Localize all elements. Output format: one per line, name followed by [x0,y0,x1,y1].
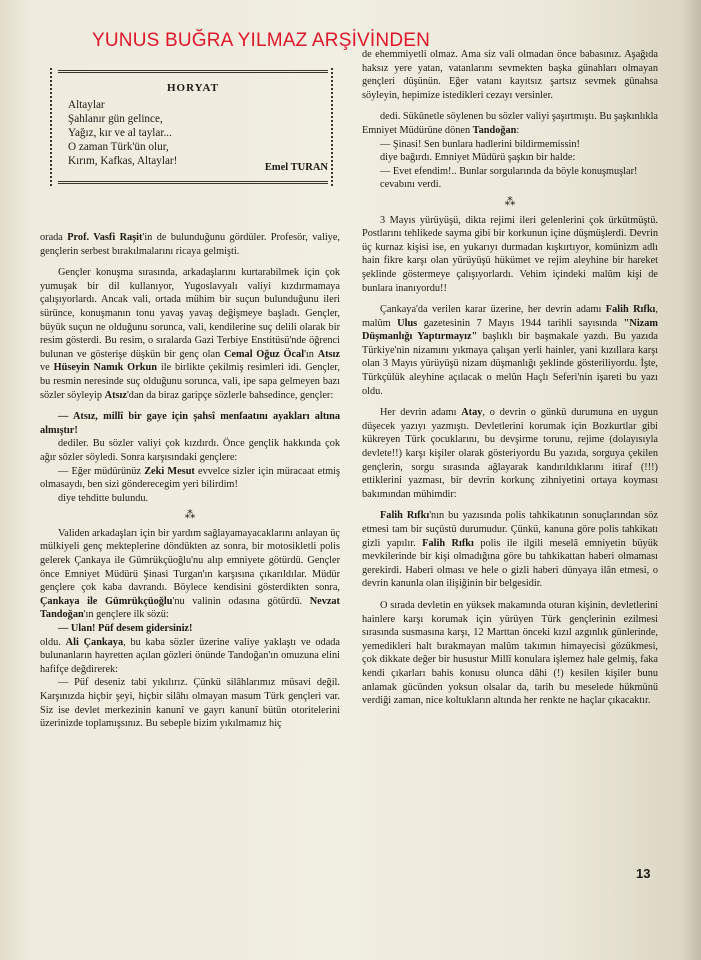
quote: — Evet efendim!.. Bunlar sorgularında da böyle konuşmuşlar! [380,165,638,177]
quote: — Ulan! Püf desem gidersiniz! [58,623,193,635]
paragraph: Her devrin adamı Atay, o devrin o günkü durumuna en uygun düşecek yazıyı yazmıştı. Devletlerini korumak için Bozkurtlar gibi kükreyen Türk çocuklarını, bu devşirme torunu, rejime (dolayısıyla devlete!!) karşı kişiler olarak gösteriyordu Bu yazıda, sorguya çekilen gençlerin, sorgu sırasında ağlayarak kandırıldıklarını itiraf (!!!) ettiklerini yazması, bir devrin korkunç zihniyetini ortaya koyması bakımından mühimdir: [362,407,659,500]
person-name: Atay [461,407,483,419]
quote: — Atsız, millî bir gaye için şahsî menfaatını ayakları altına almıştır! [40,411,340,436]
paragraph: Falih Rıfkı'nın bu yazısında polis tahkikatının sonuçlarından söz etmesi tam bir suçüstü durumudur. Çünkü, kanuna göre polis tahkikatı gizli yapılır. Falih Rıfkı polis ile ilgili meselâ emniyetin büyük mevkilerinde bir kişi olmadığına göre bu tahkikattan haberi olmaması gerekirdi. Haberi olması ve hele o gizli haberi dünyaya ilân etmesi, o devrin kanunla olan ilişiğinin bir belgesidir. [362,510,658,590]
paragraph: diye tehditte bulundu. [58,492,149,504]
person-name: Cemal Oğuz Öcal [223,348,305,360]
paragraph: de ehemmiyetli olmaz. Ama siz vali olmadan önce babasınız. Aşağıda haksız yere yatan, vatanlarını sevmekten başka günahları olmayan gençleri düşünün. Eğer vatanı kayıtsız şartsız sevmek günahsa söyleyin, hepimize istedikleri cezayı versinler. [362,49,658,101]
person-name: Nevzat Tandoğan [40,595,340,621]
poem-title: HORYAT [166,82,220,94]
paragraph: cevabını verdi. [380,179,442,191]
person-name: Falih Rıfkı [605,304,656,316]
person-name: Zeki Mesut [144,465,195,477]
paragraph: Çankaya'da verilen karar üzerine, her devrin adamı Falih Rıfkı, malûm Ulus gazetesinin 7 Mayıs 1944 tarihli sayısında "Nizam Düşmanlığı Yaptırmayız" başlıklı bir başmakale yazdı. Bu yazıda Türkiye'nin nizamını yıkmaya çalışan yerli hainler, yani kızıllara karşı olan 3 Mayıs yürüyüşü nizam düşmanlığı şeklinde gösteriliyordu. İşte, Türkçülük aleyhine açılacak o melûn Haçlı Seferi'nin işareti bu yazı oldu. [362,304,658,397]
person-name: Hüseyin Namık Orkun [53,362,157,374]
paragraph: Validen arkadaşları için bir yardım sağlayamayacaklarını anlayan üç mülkiyeli genç mekteplerine döndükten az sonra, bir motosikletli polis gelerek Çankaya ile Gümrükçüoğlu'nu alıp emniyete götürdü. Gençler önce Emniyet Müdürü Şinasi Turgan'ın karşısına çıkarıldılar. Müdür gençlere çok kaba davrandı. Böylece kendisini gösterdikten sonra, Çankaya ile Gümrükçüoğlu'nu valinin odasına götürdü. Nevzat Tandoğan'ın gençlere ilk sözü: [40,527,340,621]
right-column [362,48,658,708]
section-ornament: ⁂ [504,195,516,208]
poem-line: O zaman Türk'ün olur, [68,141,169,153]
person-name: Falih Rıfkı [422,537,474,549]
person-name: Atsız [104,389,127,401]
paragraph: 3 Mayıs yürüyüşü, dikta rejimi ileri gelenlerini çok ürkütmüştü. Postlarını tehlikede sayma gibi bir korkunun içine düşmüşlerdi. Devrin üç kurnaz kişisi ise, en yukarıyı durmadan kışkırtıyor, komünizm adlı hain fikre karşı olan yürüyüşü hükümet ve rejim aleyhine bir hareket şeklinde göstermeye çalışıyorlardı. Vehim içindeki malûm kişi de bunlara inanıyordu!! [362,214,658,294]
poem-line: Şahlanır gün gelince, [68,113,163,125]
paragraph: diye bağırdı. Emniyet Müdürü şaşkın bir halde: [380,152,576,164]
paragraph: — Eğer müdürünüz Zeki Mesut evvelce sizler için müracaat etmiş olmasaydı, ben sizi gönderecegim yeri bilirdim! [40,465,340,491]
left-column [40,231,340,731]
person-name: Ali Çankaya [65,636,124,648]
poem-author: Emel TURAN [264,162,328,173]
paragraph: dedi. Sükûnetle söylenen bu sözler valiyi şaşırtmıştı. Bu şaşkınlıkla Emniyet Müdürüne dönen Tandoğan: [362,111,658,136]
paragraph: dediler. Bu sözler valiyi çok kızdırdı. Önce gençlik hakkında çok ağır sözler söyledi. Sonra karşısındaki gençlere: [40,438,340,463]
paragraph: Gençler konuşma sırasında, arkadaşlarını kurtarabilmek için çok yumuşak bir dil kullanıyor, Yugoslavyalı valiyi kızdırmamaya çalışıyorlardı. Ancak vali, ortada mühim bir suçun bulunduğunu ileri sürünce, konuşmanın tonu yavaş yavaş değişmeye başladı. Gençler, büyük suçun ne olduğunu sorunca, vali, kendilerine suç delili olarak bir resim gösterdi. Bu resim, o sıralarda Gazi Terbiye Enstitüsü'nde öğrenci bulunan ve gösterişe düşkün bir genç olan Cemal Oğuz Öcal'ın Atsız ve Hüseyin Namık Orkun ile birlikte çekilmiş resimleri idi. Gençler, bu resmin neresinde suç olduğunu sorunca, vali, ipe sapa gelmeyen bazı sözler söyleyip Atsız'dan da biraz garipçe sözlerle bahsedince, gençler: [40,267,340,401]
article-title: "Nizam Düşmanlığı Yaptırmayız" [362,317,658,343]
paragraph: — Püf deseniz tabi yıkılırız. Çünkü silâhlarımız müsavi değil. Karşınızda hiçbir şeyi, hiçbir silâhı olmayan masum Türk gençleri var. Siz ise devlet merkezinin kanunî ve gayrı kanunî bütün otoritelerini üzerinizde toplamışsınız. Bu sebeple bizim yıkılmamız hiç [40,677,340,730]
paragraph: oldu. Ali Çankaya, bu kaba sözler üzerine valiye yaklaştı ve odada bulunanların hayretten açılan gözleri önünde Tandoğan'ın omuzuna elini hafifçe değdirerek: [40,636,340,675]
page-number: 13 [636,866,651,881]
paragraph: O sırada devletin en yüksek makamında oturan kişinin, devletlerini hainlere karşı korumak için yürüyen Türk gençlerinin ezilmesi sırasında susmasına karşı, 12 Marttan önceki kızıl azgınlık günlerinde, yemedikleri halt bırakmayan malûm takımın himayecisi gözükmesi, çok dikkate değer bir husustur Millî konulara işlemez hale gelmiş, faka kendi çıkarları bahis konusu olunca dâhi (!) kesilen kişiler bunu anlamak gücünden yoksun olsalar da, tarih bu meselede hükmünü verdiği zaman, nice koltukların altında her renkte ne haçlar çıkacaktır. [362,599,658,707]
archive-watermark: YUNUS BUĞRA YILMAZ ARŞİVİNDEN [92,30,431,51]
person-name: Çankaya ile Gümrükçüoğlu [40,595,173,607]
poem-line: Kırım, Kafkas, Altaylar! [68,155,178,167]
newspaper-name: Ulus [397,317,418,329]
quote: — Şinasi! Sen bunlara hadlerini bildirmemissin! [380,138,580,150]
person-name: Tandoğan [472,124,517,136]
paragraph: orada Prof. Vasfi Raşit'in de bulunduğunu gördüler. Profesör, valiye, gençlerin serbest bırakılmalarını ricaya gelmişti. [40,232,340,257]
person-name: Atsız [317,348,340,360]
poem-line: Yağız, kır ve al taylar... [68,127,172,139]
poem-line: Altaylar [68,99,105,111]
person-name: Falih Rıfkı [380,510,430,522]
poem-box [48,62,338,192]
section-ornament: ⁂ [184,509,196,522]
person-name: Prof. Vasfi Raşit [67,232,143,243]
